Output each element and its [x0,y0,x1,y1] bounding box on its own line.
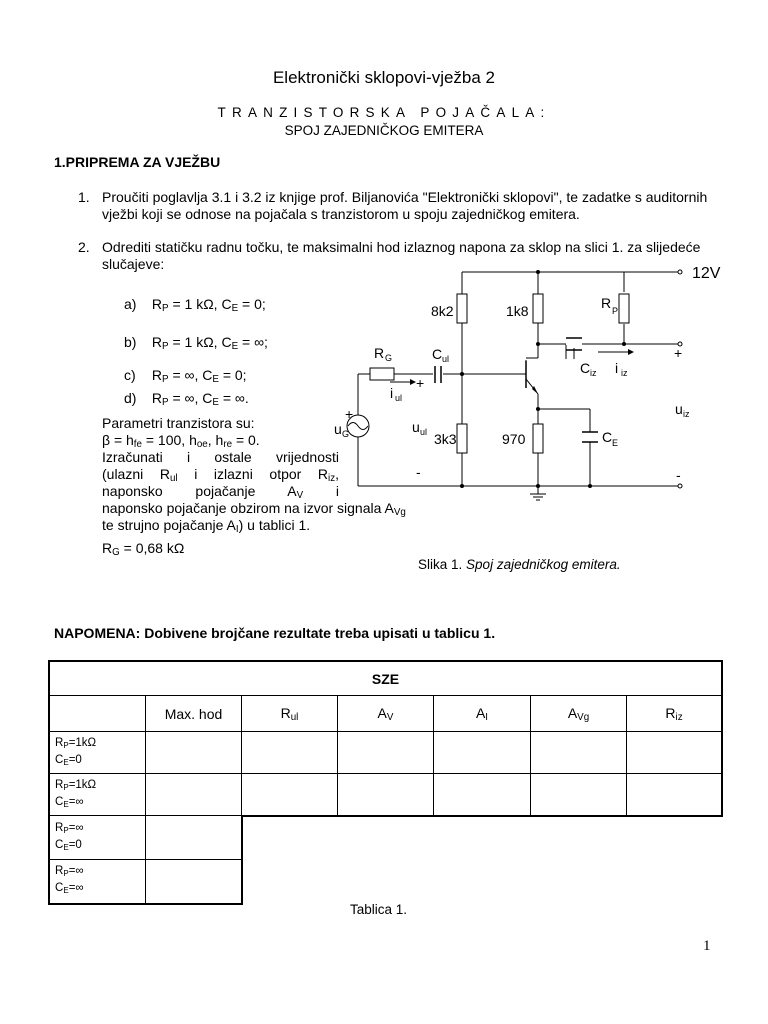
params-line-3: Izračunati i ostale vrijednosti [102,449,339,465]
header-ai: $A_I$ [434,696,531,732]
case-label: b) [124,334,137,350]
svg-text:R: R [601,295,612,311]
svg-text:u: u [412,419,420,435]
case-label: a) [124,296,137,312]
table-row [49,732,722,774]
svg-text:C: C [580,360,591,376]
case-c: c) $R_P$ = ∞, $C_E = 0$; [124,367,247,385]
svg-text:-: - [676,467,681,483]
svg-text:ul: ul [420,427,428,437]
circuit-diagram [330,262,730,507]
params-line-4: (ulazni $R_{ul}$ i izlazni otpor $R_{iz}$, [102,466,340,484]
table-row [49,816,722,860]
svg-text:+: + [416,375,425,391]
row-label: $R_P=1k\Omega$ $C_E=\infty$ [49,774,146,816]
resistor-1k8-label: 1k8 [506,303,529,319]
svg-text:R: R [374,345,385,361]
header-riz: $R_{iz}$ [627,696,723,732]
case-b: b) $R_P = 1$ kΩ, $C_E$ = ∞; [124,334,268,352]
svg-text:u: u [675,401,683,417]
table-row [49,860,722,904]
note: NAPOMENA: Dobivene brojčane rezultate treba upisati u tablicu 1. [54,625,496,641]
svg-text:E: E [612,438,619,448]
item-1-text: Proučiti poglavlja 3.1 i 3.2 iz knjige prof. Biljanovića "Elektronički sklopovi", te zadatke s auditornih vježbi koji se odnose na pojačala s tranzistorom u spoju zajedničkog emitera. [102,189,708,222]
document-title: Elektronički sklopovi-vježba 2 [272,68,496,87]
supply-label: 12V [692,265,721,282]
table-caption: Tablica 1. [350,902,408,917]
row-label: $R_P=1k\Omega$ $C_E=0$ [49,732,146,774]
page-number: 1 [703,938,711,954]
svg-text:i: i [615,360,619,376]
svg-text:-: - [416,464,421,480]
svg-text:C: C [432,346,443,362]
section-heading: 1.PRIPREMA ZA VJEŽBU [54,154,221,170]
case-a: a) $R_P = 1$ kΩ, $C_E = 0$; [124,296,266,314]
params-values: $\beta = h_{fe} = 100$, $h_{oe}$, $h_{re} = 0$. [102,432,260,450]
row-label: $R_P=\infty$ $C_E=0$ [49,816,146,860]
svg-text:C: C [602,429,613,445]
figure-caption: Slika 1. Spoj zajedničkog emitera. [418,557,621,572]
row-label: $R_P=\infty$ $C_E=\infty$ [49,860,146,904]
param-rg: $R_G = 0,68$ kΩ [102,540,185,558]
params-line-6: naponsko pojačanje obzirom na izvor signala $A_{Vg}$ [102,500,406,518]
document-subtitle: TRANZISTORSKA POJAČALA: [217,105,551,120]
resistor-8k2-label: 8k2 [431,303,454,319]
svg-text:G: G [342,429,350,439]
params-line-5: naponsko pojačanje $A_V$ i [102,483,339,501]
svg-text:iz: iz [683,409,690,419]
params-intro: Parametri tranzistora su: [102,415,255,431]
header-rul: $R_{ul}$ [242,696,338,732]
table-title: SZE [49,661,722,696]
header-av: $A_V$ [338,696,434,732]
item-2-number: 2. [78,239,90,255]
item-2-text: Odrediti statičku radnu točku, te maksimalni hod izlaznog napona za sklop na slici 1. za slijedeće slučajeve: [102,239,701,272]
svg-text:G: G [385,353,393,363]
case-d: d) $R_P$ = ∞, $C_E$ = ∞. [124,390,249,408]
case-label: d) [124,390,137,406]
resistor-3k3-label: 3k3 [434,431,457,447]
item-1-number: 1. [78,189,90,205]
svg-text:iz: iz [590,368,597,378]
results-table [48,660,723,905]
header-max-hod: Max. hod [146,696,242,732]
params-line-7: te strujno pojačanje $A_I$) u tablici 1. [102,517,311,535]
case-label: c) [124,367,136,383]
svg-text:i: i [390,385,394,401]
svg-text:+: + [345,406,354,422]
svg-text:+: + [674,345,683,361]
resistor-970-label: 970 [502,431,526,447]
svg-text:ul: ul [442,354,450,364]
document-subtitle-2: SPOJ ZAJEDNIČKOG EMITERA [284,123,484,138]
svg-text:ul: ul [395,393,403,403]
table-row [49,774,722,816]
svg-text:P: P [612,306,619,316]
header-avg: $A_{Vg}$ [531,696,627,732]
svg-text:u: u [334,421,342,437]
svg-text:iz: iz [621,368,628,378]
